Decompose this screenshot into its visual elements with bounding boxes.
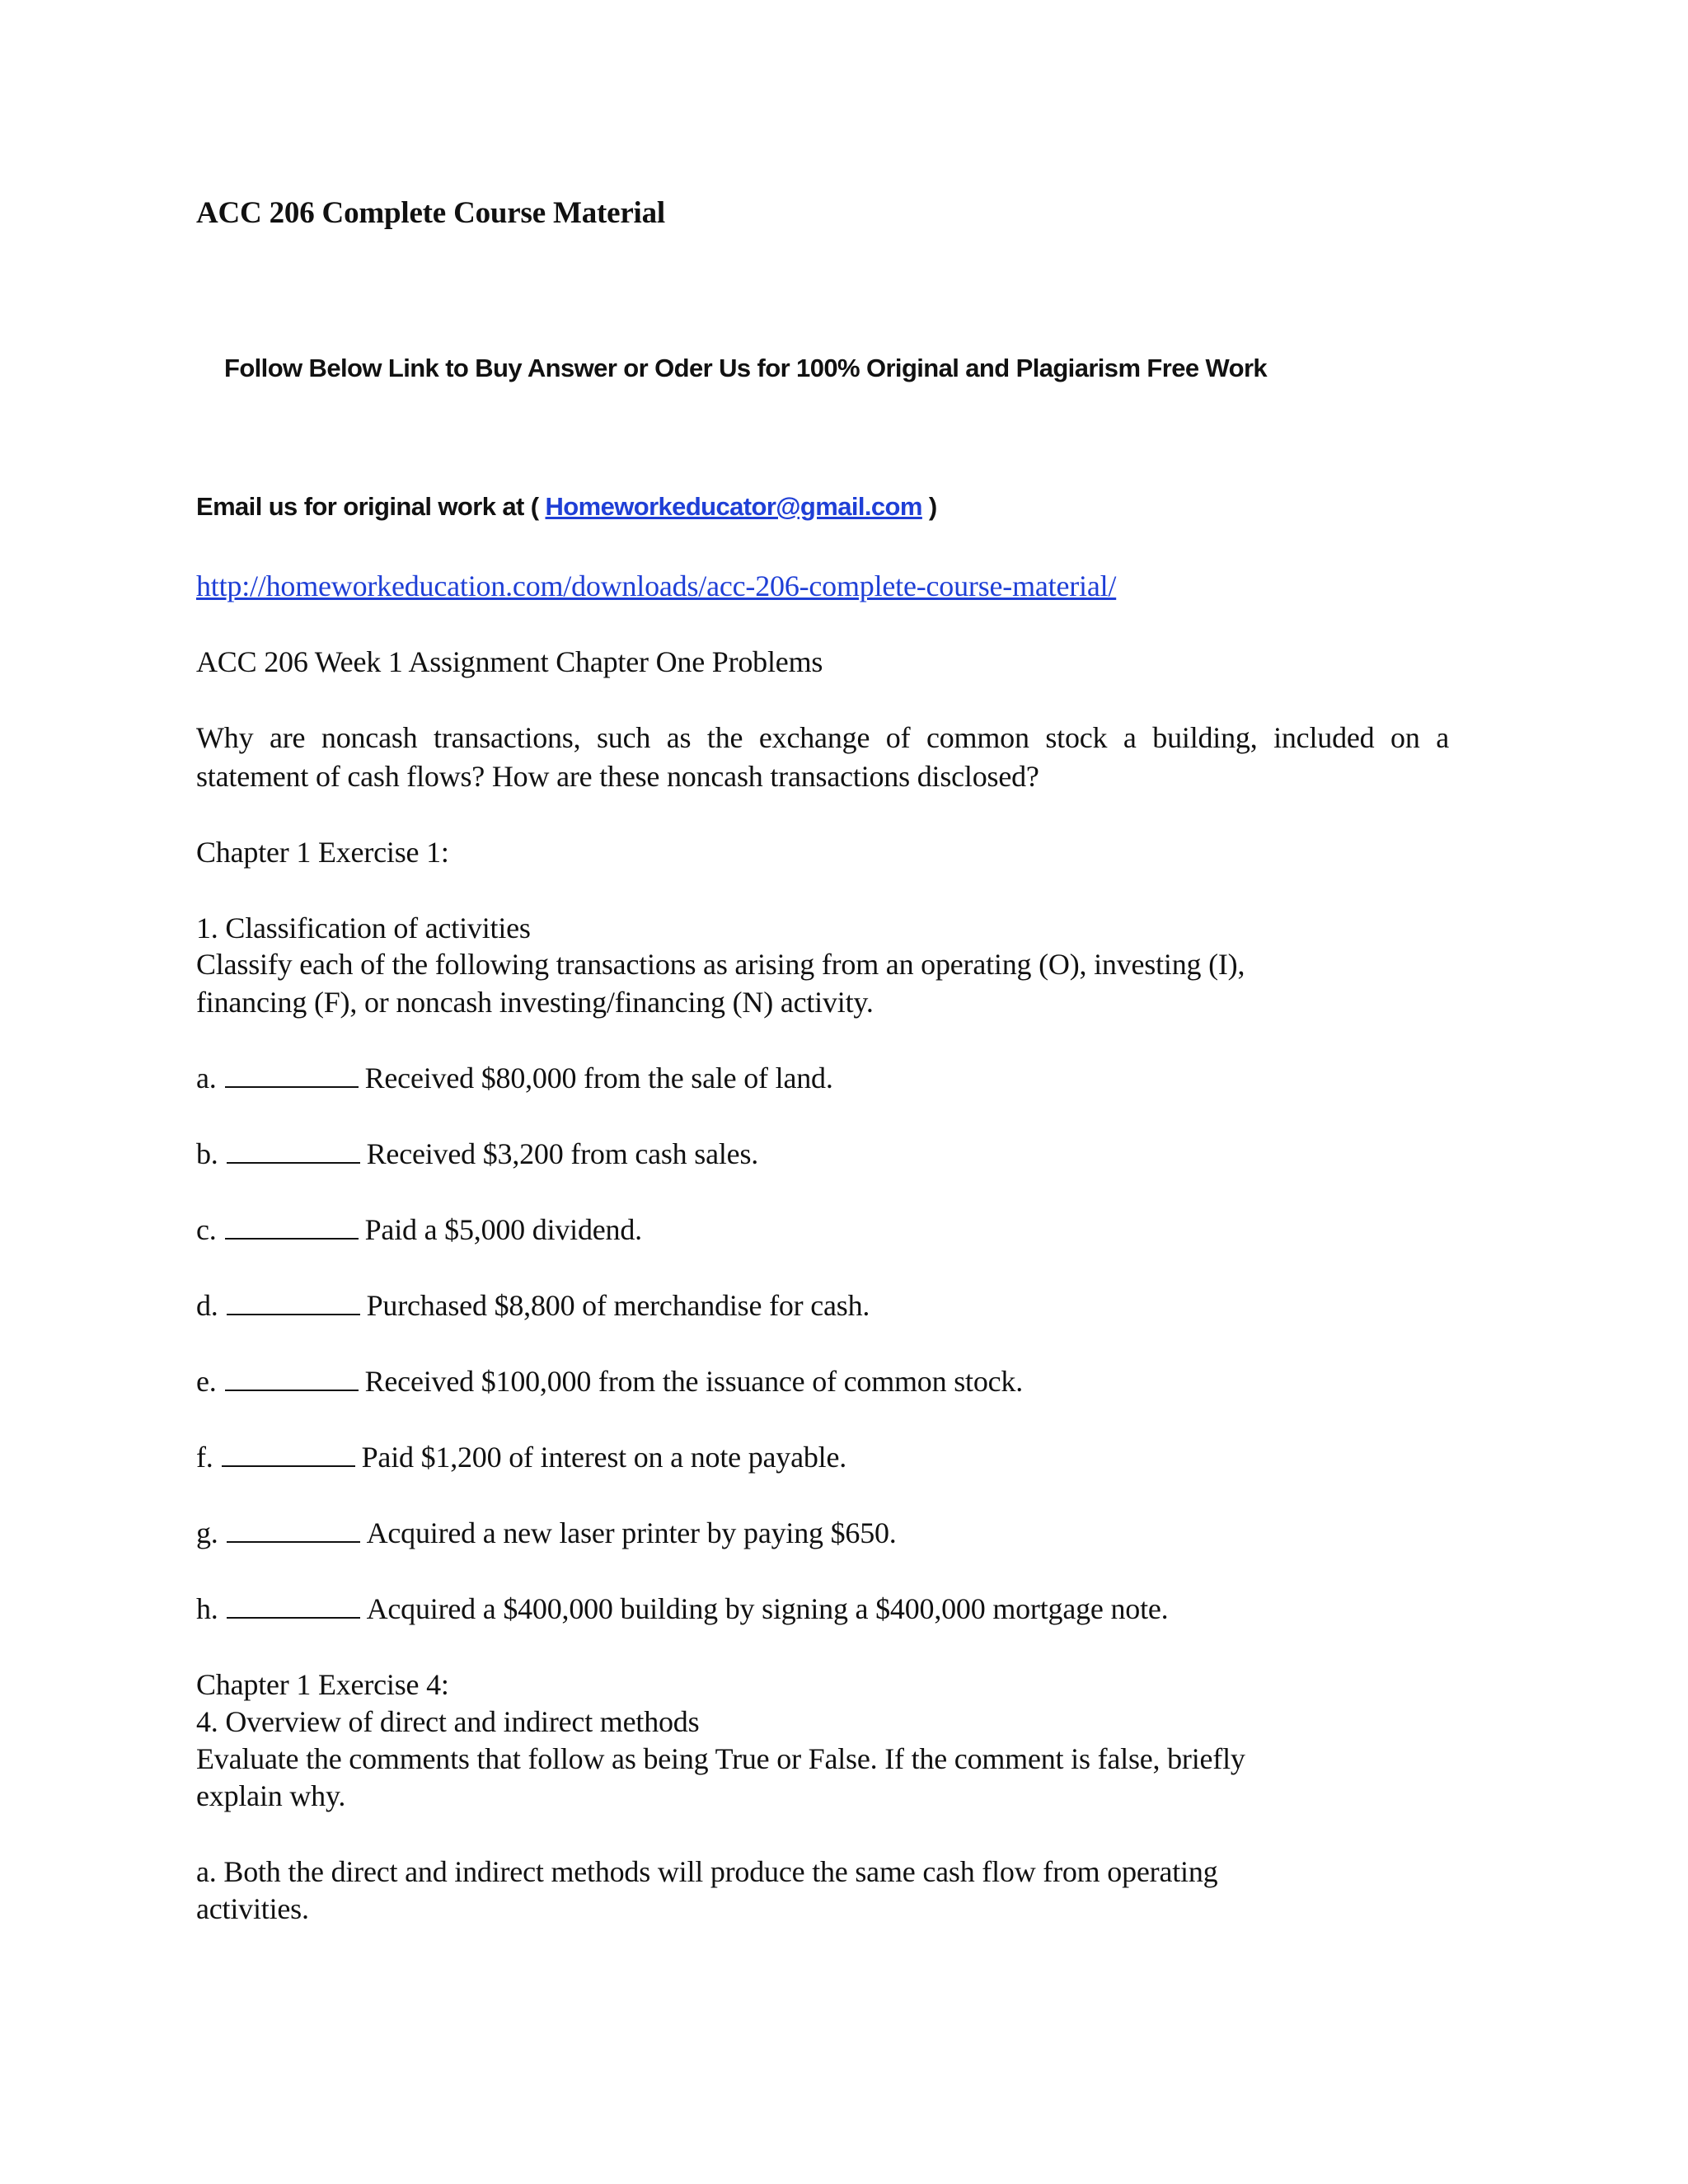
email-line — [196, 488, 937, 526]
list-item — [196, 1059, 833, 1097]
list-item — [196, 1286, 870, 1324]
course-url-link[interactable]: http://homeworkeducation.com/downloads/acc-206-complete-course-material/ — [196, 569, 1117, 602]
question-line-1: Why are noncash transactions, such as the exchange of common stock a building, included on a — [196, 721, 1449, 754]
answer-blank — [222, 1441, 355, 1467]
list-item — [196, 1211, 642, 1249]
answer-blank — [225, 1213, 359, 1240]
item-text: Received $100,000 from the issuance of common stock. — [364, 1365, 1023, 1398]
question-line-2: statement of cash flows? How are these noncash transactions disclosed? — [196, 760, 1039, 793]
item-letter: c. — [196, 1213, 217, 1246]
exercise-1-title: 1. Classification of activities — [196, 912, 531, 944]
item-letter: e. — [196, 1365, 217, 1398]
answer-blank — [227, 1592, 360, 1619]
answer-blank — [227, 1516, 360, 1543]
list-item — [196, 1590, 1168, 1628]
document-title: ACC 206 Complete Course Material — [196, 196, 666, 230]
week-heading: ACC 206 Week 1 Assignment Chapter One Problems — [196, 645, 823, 678]
exercise-1-instruction-1: Classify each of the following transactions as arising from an operating (O), investing (I), — [196, 948, 1245, 981]
item-letter: b. — [196, 1137, 218, 1170]
exercise-1-heading: Chapter 1 Exercise 1: — [196, 836, 449, 869]
item-text: Received $3,200 from cash sales. — [366, 1137, 759, 1170]
item-text: Purchased $8,800 of merchandise for cash. — [366, 1289, 870, 1322]
email-suffix: ) — [928, 492, 937, 521]
answer-blank — [227, 1137, 360, 1164]
exercise-4-title: 4. Overview of direct and indirect methods — [196, 1705, 700, 1738]
exercise-4-heading: Chapter 1 Exercise 4: — [196, 1668, 449, 1701]
item-letter: h. — [196, 1592, 218, 1625]
email-link[interactable]: Homeworkeducator@gmail.com — [545, 492, 922, 521]
email-prefix: Email us for original work at ( — [196, 492, 539, 521]
item-letter: a. — [196, 1062, 217, 1094]
item-text: Received $80,000 from the sale of land. — [364, 1062, 833, 1094]
exercise-1-instruction-2: financing (F), or noncash investing/financing (N) activity. — [196, 986, 874, 1019]
list-item — [196, 1135, 758, 1173]
exercise-4-instruction-1: Evaluate the comments that follow as being True or False. If the comment is false, briefly — [196, 1742, 1245, 1775]
list-item — [196, 1514, 897, 1552]
item-letter: g. — [196, 1516, 218, 1549]
item-letter: d. — [196, 1289, 218, 1322]
list-item — [196, 1438, 846, 1476]
list-item — [196, 1362, 1023, 1400]
answer-blank — [225, 1365, 359, 1391]
comment-a-line-1: a. Both the direct and indirect methods will produce the same cash flow from operating — [196, 1855, 1218, 1888]
item-text: Acquired a $400,000 building by signing a $400,000 mortgage note. — [366, 1592, 1169, 1625]
item-letter: f. — [196, 1441, 213, 1474]
answer-blank — [227, 1289, 360, 1315]
item-text: Paid a $5,000 dividend. — [364, 1213, 642, 1246]
item-text: Paid $1,200 of interest on a note payable. — [361, 1441, 847, 1474]
promo-text: Follow Below Link to Buy Answer or Oder Us for 100% Original and Plagiarism Free Work — [224, 354, 1268, 382]
comment-a-line-2: activities. — [196, 1892, 309, 1925]
answer-blank — [225, 1062, 359, 1088]
exercise-4-instruction-2: explain why. — [196, 1779, 346, 1812]
item-text: Acquired a new laser printer by paying $650. — [366, 1516, 897, 1549]
